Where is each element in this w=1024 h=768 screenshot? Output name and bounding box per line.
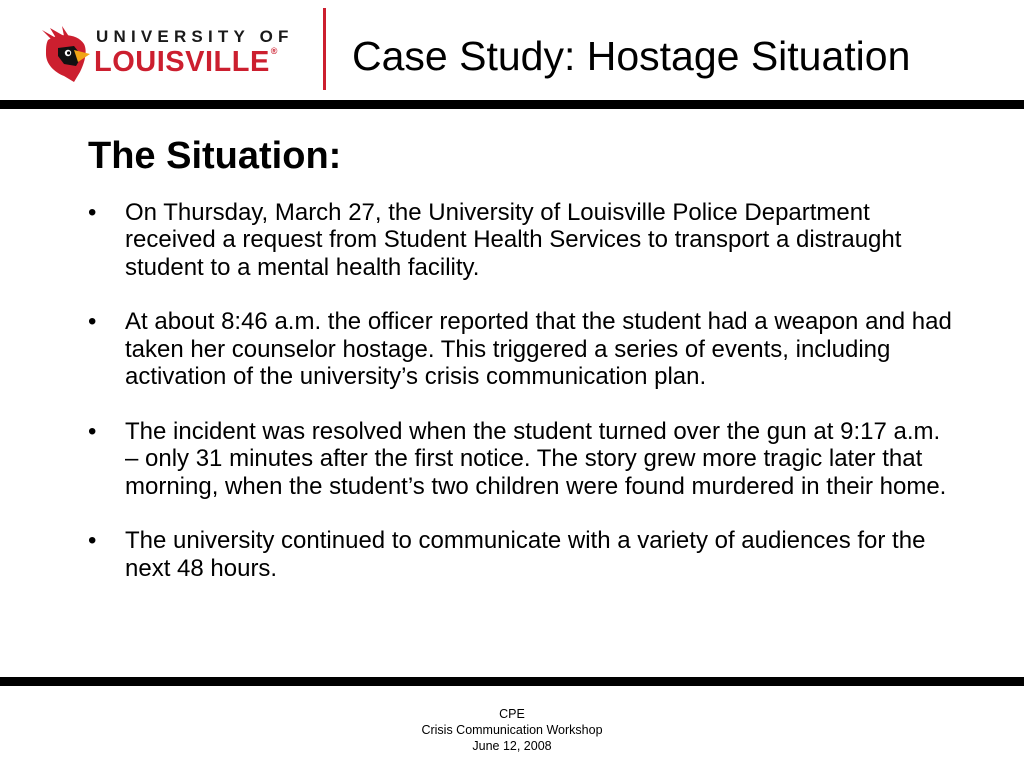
logo-wordmark: LOUISVILLE — [94, 46, 270, 78]
bullet-item — [88, 527, 958, 582]
section-heading: The Situation: — [88, 135, 342, 177]
bullet-text: The university continued to communicate with a variety of audiences for the next 48 hours. — [125, 527, 926, 582]
top-rule — [0, 100, 1024, 109]
footer-line-event: Crisis Communication Workshop — [421, 723, 603, 737]
bullet-item — [88, 308, 958, 391]
bullet-text: The incident was resolved when the student turned over the gun at 9:17 a.m. – only 31 minutes after the first notice. The story grew more tragic later that morning, when the student’s two children were found murdered in their home. — [125, 417, 947, 500]
footer-line-org: CPE — [499, 707, 525, 721]
bullet-item — [88, 418, 958, 501]
slide-title: Case Study: Hostage Situation — [352, 33, 911, 79]
cardinal-logo-icon — [40, 26, 90, 84]
footer-line-date: June 12, 2008 — [472, 739, 552, 753]
bullet-list — [88, 199, 958, 583]
bullet-icon: • — [88, 417, 97, 445]
bullet-text: At about 8:46 a.m. the officer reported that the student had a weapon and had taken her counselor hostage. This triggered a series of events, including activation of the university’s crisis communication plan. — [125, 308, 952, 391]
bullet-item — [88, 199, 958, 282]
logo-louisville-text — [94, 46, 278, 79]
header-divider — [323, 8, 326, 90]
slide-footer — [0, 706, 1024, 754]
slide-header — [0, 0, 1024, 100]
bullet-icon: • — [88, 198, 97, 226]
logo-university-text: UNIVERSITY OF — [96, 27, 294, 46]
registered-mark: ® — [270, 46, 278, 56]
bullet-icon: • — [88, 527, 97, 555]
bullet-icon: • — [88, 308, 97, 336]
slide-content — [88, 136, 958, 609]
bullet-text: On Thursday, March 27, the University of Louisville Police Department received a request from Student Health Services to transport a distraught student to a mental health facility. — [125, 198, 902, 281]
bottom-rule — [0, 677, 1024, 686]
